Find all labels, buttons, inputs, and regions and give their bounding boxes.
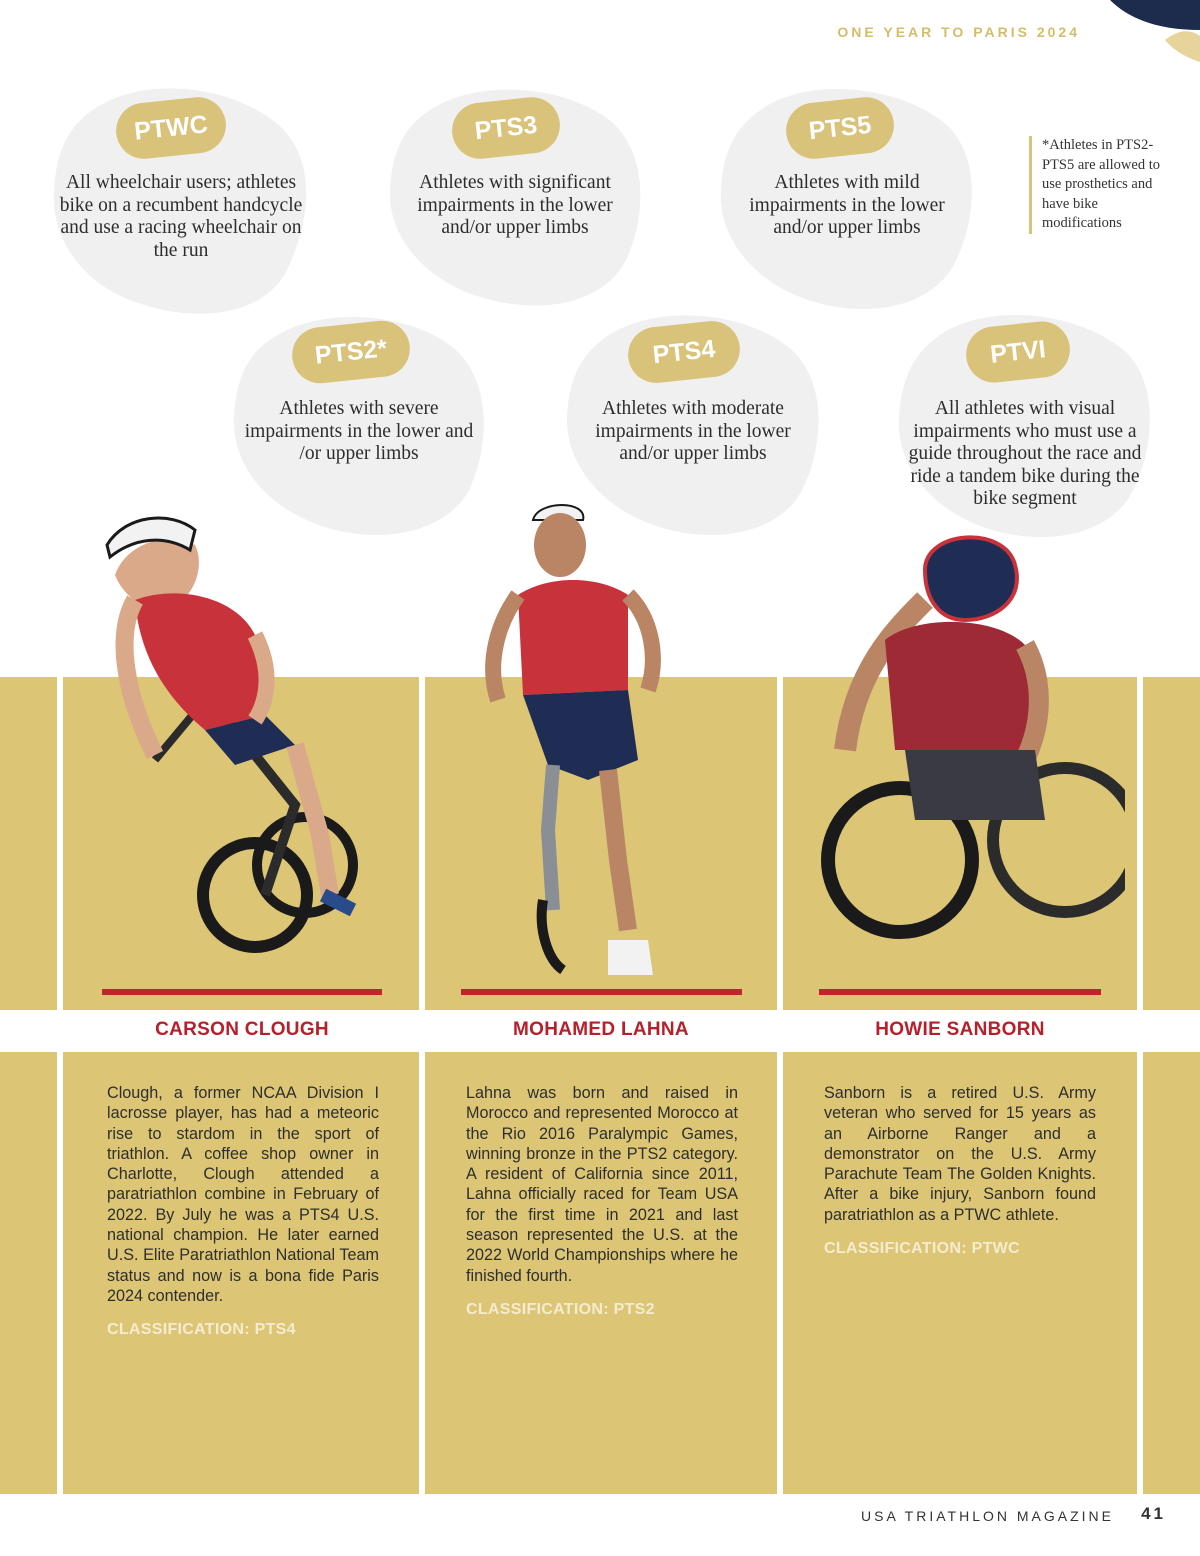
bio-text: Lahna was born and raised in Morocco and represented Morocco at the Rio 2016 Paralympic Games, winning bronze in the PTS2 category. A resident of California since 2011, Lahna officially raced for Team USA for the first time in 2021 and last season represented the U.S. at the 2022 World Championships where he finished fourth. bbox=[466, 1084, 738, 1285]
class-blob-pts5 bbox=[712, 82, 982, 322]
classification-label: CLASSIFICATION: PTS2 bbox=[466, 1300, 655, 1318]
athlete-photo-lahna-runner bbox=[478, 500, 678, 980]
class-badge: PTWC bbox=[113, 94, 228, 161]
athlete-name: MOHAMED LAHNA bbox=[513, 1019, 689, 1040]
class-description: Athletes with moderate impairments in the lower and/or upper limbs bbox=[595, 398, 791, 464]
athlete-name: CARSON CLOUGH bbox=[155, 1019, 329, 1040]
prosthetics-footnote: *Athletes in PTS2-PTS5 are allowed to use prosthetics and have bike modifications bbox=[1029, 136, 1179, 234]
class-badge: PTVI bbox=[963, 319, 1072, 386]
page-number: 41 bbox=[1141, 1504, 1166, 1523]
class-blob-pts3 bbox=[380, 82, 650, 322]
section-kicker: ONE YEAR TO PARIS 2024 bbox=[837, 24, 1080, 40]
name-divider-line bbox=[819, 989, 1101, 995]
class-badge: PTS2* bbox=[289, 318, 412, 386]
bio-panel-right-edge bbox=[1143, 1052, 1200, 1494]
class-description: All athletes with visual impairments who must use a guide throughout the race and ride a tandem bike during the bike segment bbox=[908, 398, 1142, 509]
name-divider-line bbox=[461, 989, 742, 995]
class-description: Athletes with significant impairments in the lower and/or upper limbs bbox=[417, 172, 613, 238]
class-description: Athletes with mild impairments in the lower and/or upper limbs bbox=[749, 172, 945, 238]
athlete-bio-lahna bbox=[466, 1083, 738, 1320]
classification-label: CLASSIFICATION: PTS4 bbox=[107, 1321, 296, 1339]
athlete-bio-sanborn bbox=[824, 1083, 1096, 1259]
class-blob-ptwc bbox=[46, 82, 316, 322]
corner-wave-decoration bbox=[1070, 0, 1200, 62]
class-badge: PTS3 bbox=[449, 95, 562, 162]
photo-panel-right-edge bbox=[1143, 677, 1200, 1010]
photo-panel-left-edge bbox=[0, 677, 57, 1010]
athlete-photo-clough-cyclist bbox=[95, 505, 365, 973]
class-description: All wheelchair users; athletes bike on a recumbent handcycle and use a racing wheelchair on the run bbox=[59, 172, 303, 261]
classification-label: CLASSIFICATION: PTWC bbox=[824, 1240, 1020, 1258]
class-description: Athletes with severe impairments in the lower and /or upper limbs bbox=[244, 398, 474, 464]
magazine-name: USA TRIATHLON MAGAZINE bbox=[861, 1508, 1114, 1524]
class-blob-ptvi bbox=[890, 308, 1160, 548]
athlete-bio-clough bbox=[107, 1083, 379, 1341]
bio-panel-left-edge bbox=[0, 1052, 57, 1494]
bio-text: Clough, a former NCAA Division I lacrosse player, has had a meteoric rise to stardom in the sport of triathlon. A coffee shop owner in Charlotte, Clough attended a paratriathlon combine in February of 2022. By July he was a PTS4 U.S. national champion. He later earned U.S. Elite Paratriathlon National Team status and now is a bona fide Paris 2024 contender. bbox=[107, 1084, 379, 1305]
bio-text: Sanborn is a retired U.S. Army veteran who served for 15 years as an Airborne Ranger and a demonstrator on the U.S. Army Parachute Team The Golden Knights. After a bike injury, Sanborn found paratriathlon as a PTWC athlete. bbox=[824, 1084, 1096, 1224]
name-divider-line bbox=[102, 989, 382, 995]
athlete-photo-sanborn-wheelchair bbox=[815, 520, 1125, 990]
class-badge: PTS4 bbox=[625, 318, 742, 385]
class-badge: PTS5 bbox=[783, 95, 896, 162]
athlete-name: HOWIE SANBORN bbox=[875, 1019, 1045, 1040]
